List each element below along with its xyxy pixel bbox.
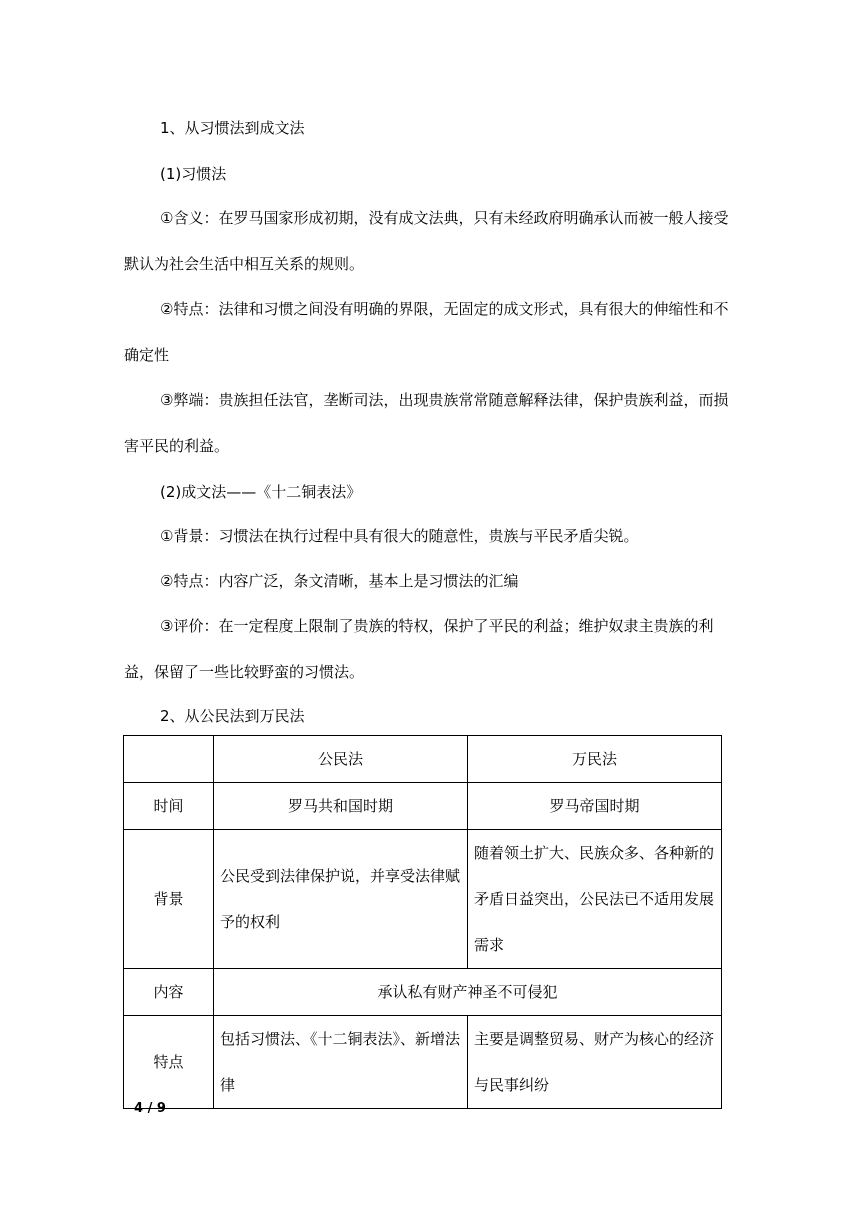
table-row: [124, 1016, 722, 1109]
table-cell: 罗马共和国时期: [214, 783, 468, 830]
customary-law-features: ②特点：法律和习惯之间没有明确的界限，无固定的成文形式，具有很大的伸缩性和不确定性: [124, 300, 729, 364]
table-cell: [124, 736, 214, 783]
table-cell: 承认私有财产神圣不可侵犯: [214, 969, 722, 1016]
table-cell: 主要是调整贸易、财产为核心的经济与民事纠纷: [468, 1016, 722, 1109]
customary-law-drawbacks: ③弊端：贵族担任法官，垄断司法，出现贵族常常随意解释法律，保护贵族利益，而损害平民的利益。: [124, 391, 729, 455]
table-row: [124, 783, 722, 830]
law-comparison-table: [123, 735, 722, 1109]
table-cell: 罗马帝国时期: [468, 783, 722, 830]
written-law-features: ②特点：内容广泛，条文清晰，基本上是习惯法的汇编: [160, 572, 519, 590]
row-label-background: 背景: [124, 830, 214, 969]
section-1-title: 1、从习惯法到成文法: [160, 119, 305, 137]
subsection-customary-law: (1)习惯法: [160, 165, 227, 183]
row-label-content: 内容: [124, 969, 214, 1016]
table-row: [124, 969, 722, 1016]
table-header-civil-law: 公民法: [214, 736, 468, 783]
table-cell: 公民受到法律保护说，并享受法律赋予的权利: [214, 830, 468, 969]
section-2-title: 2、从公民法到万民法: [160, 707, 305, 725]
row-label-features: 特点: [124, 1016, 214, 1109]
subsection-written-law: (2)成文法——《十二铜表法》: [160, 483, 362, 501]
written-law-background: ①背景：习惯法在执行过程中具有很大的随意性，贵族与平民矛盾尖锐。: [160, 527, 639, 545]
written-law-evaluation: ③评价：在一定程度上限制了贵族的特权，保护了平民的利益；维护奴隶主贵族的利益，保留了一些比较野蛮的习惯法。: [124, 617, 714, 681]
table-cell: 随着领土扩大、民族众多、各种新的矛盾日益突出，公民法已不适用发展需求: [468, 830, 722, 969]
row-label-time: 时间: [124, 783, 214, 830]
page-number: 4 / 9: [134, 1101, 166, 1116]
table-header-law-of-nations: 万民法: [468, 736, 722, 783]
customary-law-definition: ①含义：在罗马国家形成初期，没有成文法典，只有未经政府明确承认而被一般人接受默认为社会生活中相互关系的规则。: [124, 209, 729, 273]
table-row: [124, 830, 722, 969]
table-row: [124, 736, 722, 783]
table-cell: 包括习惯法、《十二铜表法》、新增法律: [214, 1016, 468, 1109]
